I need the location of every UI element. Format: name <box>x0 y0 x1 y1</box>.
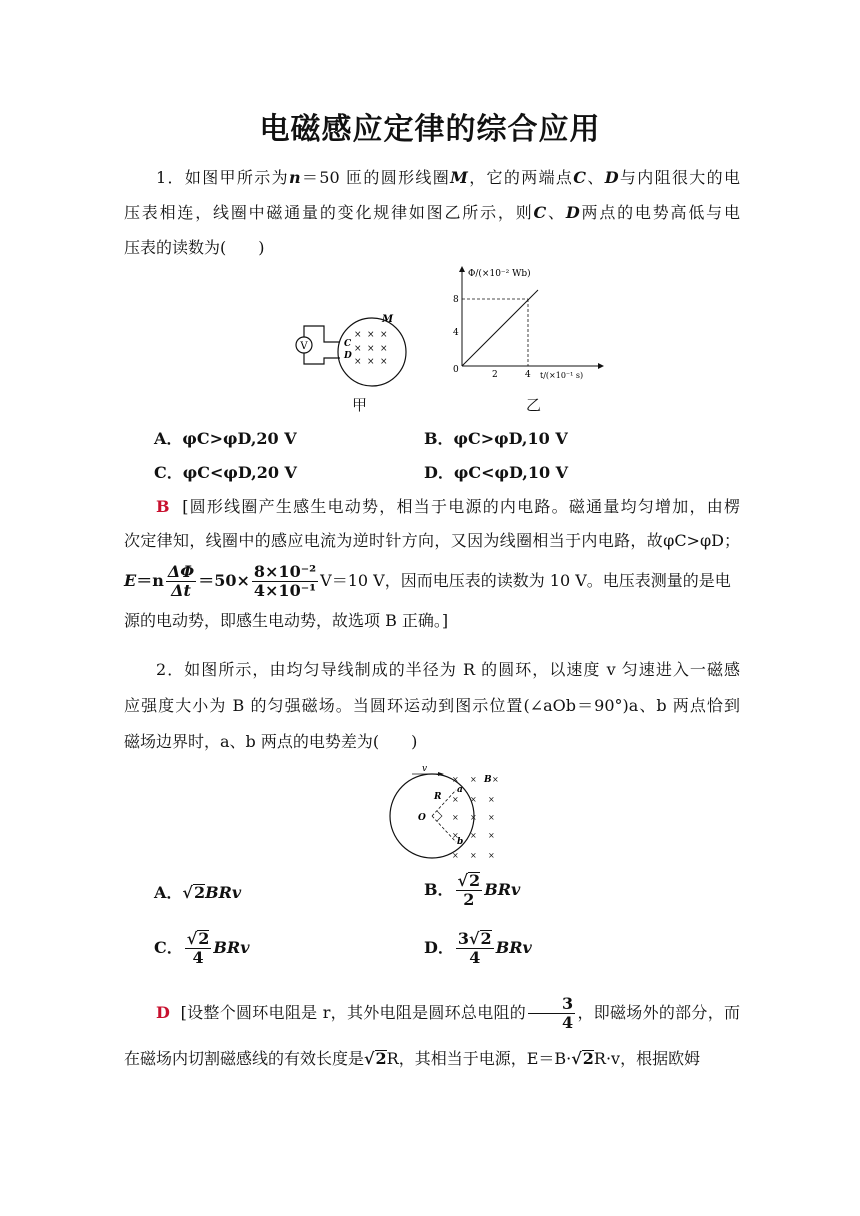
svg-text:×: × <box>367 330 375 340</box>
q1-option-a: A．φC>φD,20 V <box>154 429 297 448</box>
origin-label: 0 <box>453 365 459 375</box>
svg-text:×: × <box>367 344 375 354</box>
label-C: C <box>344 339 352 349</box>
svg-text:×: × <box>488 795 495 804</box>
q1-fraction-values: $\frac{\text{8×10⁻²}}{\text{4×10⁻¹}}$ <box>253 562 317 600</box>
label-B: B <box>484 775 492 785</box>
q2-answer: D <box>156 1003 170 1022</box>
svg-text:×: × <box>488 813 495 822</box>
svg-text:×: × <box>354 357 362 367</box>
q2-option-c: C． $\frac{√2}{4}$ BRv <box>154 929 250 967</box>
svg-text:×: × <box>380 330 388 340</box>
label-a: a <box>457 785 463 795</box>
svg-text:×: × <box>470 813 477 822</box>
svg-text:×: × <box>470 851 477 860</box>
field-crosses <box>354 330 388 367</box>
svg-text:×: × <box>488 851 495 860</box>
svg-text:×: × <box>452 851 459 860</box>
q1-stem: 1．如图甲所示为n＝50 匝的圆形线圈M，它的两端点C、D与内阻很大的电 压表相连，线圈中磁通量的变化规律如图乙所示，则C、D两点的电势高低与电 压表的读数为( ) <box>124 168 740 257</box>
q1-option-d: D．φC<φD,10 V <box>424 463 569 482</box>
svg-text:×: × <box>354 344 362 354</box>
svg-text:×: × <box>452 795 459 804</box>
svg-text:×: × <box>452 813 459 822</box>
svg-text:×: × <box>380 357 388 367</box>
q1-option-c: C．φC<φD,20 V <box>154 463 297 482</box>
figure-yi <box>448 262 608 388</box>
svg-text:×: × <box>367 357 375 367</box>
svg-text:×: × <box>470 795 477 804</box>
q1-option-b: B．φC>φD,10 V <box>424 429 568 448</box>
page-title: 电磁感应定律的综合应用 <box>259 112 601 147</box>
q2-explanation: D [设整个圆环电阻是 r，其外电阻是圆环总电阻的 $\frac{3}{4}$ ，即磁场外的部分，而 在磁场内切割磁感线的有效长度是√2R，其相当于电源，E＝B·√2R·v，根据欧姆 <box>124 994 740 1068</box>
svg-text:×: × <box>452 775 459 784</box>
figure-ring <box>388 762 508 866</box>
q1-answer: B <box>156 497 170 516</box>
label-M: M <box>382 314 394 325</box>
svg-text:×: × <box>470 775 477 784</box>
figure-jia <box>288 300 428 390</box>
voltmeter-label: V <box>300 341 308 352</box>
svg-text:×: × <box>470 831 477 840</box>
y-axis-label: Φ/(×10⁻² Wb) <box>468 269 531 279</box>
q1-fraction-dphi-dt: $\frac{\Delta\Phi}{\Delta t}$ <box>167 562 195 600</box>
caption-yi: 乙 <box>526 396 542 414</box>
y-axis-arrow <box>459 266 465 272</box>
label-D: D <box>344 351 352 361</box>
xtick-4: 4 <box>525 370 531 380</box>
svg-text:×: × <box>380 344 388 354</box>
caption-jia: 甲 <box>352 396 368 414</box>
ytick-8: 8 <box>453 295 459 305</box>
q2-stem: 2．如图所示，由均匀导线制成的半径为 R 的圆环，以速度 v 匀速进入一磁感 应强度大小为 B 的匀强磁场。当圆环运动到图示位置(∠aOb＝90°)a、b 两点恰到 磁场边界时，a、b 两点的电势差为( ) <box>124 660 740 751</box>
label-O: O <box>418 813 426 823</box>
svg-text:×: × <box>488 831 495 840</box>
svg-text:×: × <box>452 831 459 840</box>
label-b: b <box>457 837 464 847</box>
right-angle-mark <box>437 811 442 821</box>
svg-text:×: × <box>354 330 362 340</box>
label-v: v <box>422 764 428 774</box>
q2-option-b: B． $\frac{√2}{2}$ BRv <box>424 871 521 909</box>
ytick-4: 4 <box>453 328 459 338</box>
q2-option-d: D． $\frac{3√2}{4}$ BRv <box>424 929 532 967</box>
q2-option-a: A．√2BRv <box>154 883 242 902</box>
xtick-2: 2 <box>492 370 498 380</box>
svg-text:×: × <box>492 775 499 784</box>
q1-explanation: B [圆形线圈产生感生电动势，相当于电源的内电路。磁通量均匀增加，由楞 次定律知，线圈中的感应电流为逆时针方向，又因为线圈相当于内电路，故φC>φD； E＝n $\frac{\Delta\Phi}{\Delta t}$ ＝50× $\frac{\text{8×10⁻²}}{\text{4×10⁻¹}}$ V＝10 V，因而电压表的读数为 10 V。电压表测量的是电 源的电动势，即感生电动势，故选项 B 正确。] <box>124 497 741 630</box>
x-axis-label: t/(×10⁻¹ s) <box>540 371 584 380</box>
label-R: R <box>434 792 442 802</box>
flux-line <box>462 290 538 366</box>
x-axis-arrow <box>598 363 604 369</box>
